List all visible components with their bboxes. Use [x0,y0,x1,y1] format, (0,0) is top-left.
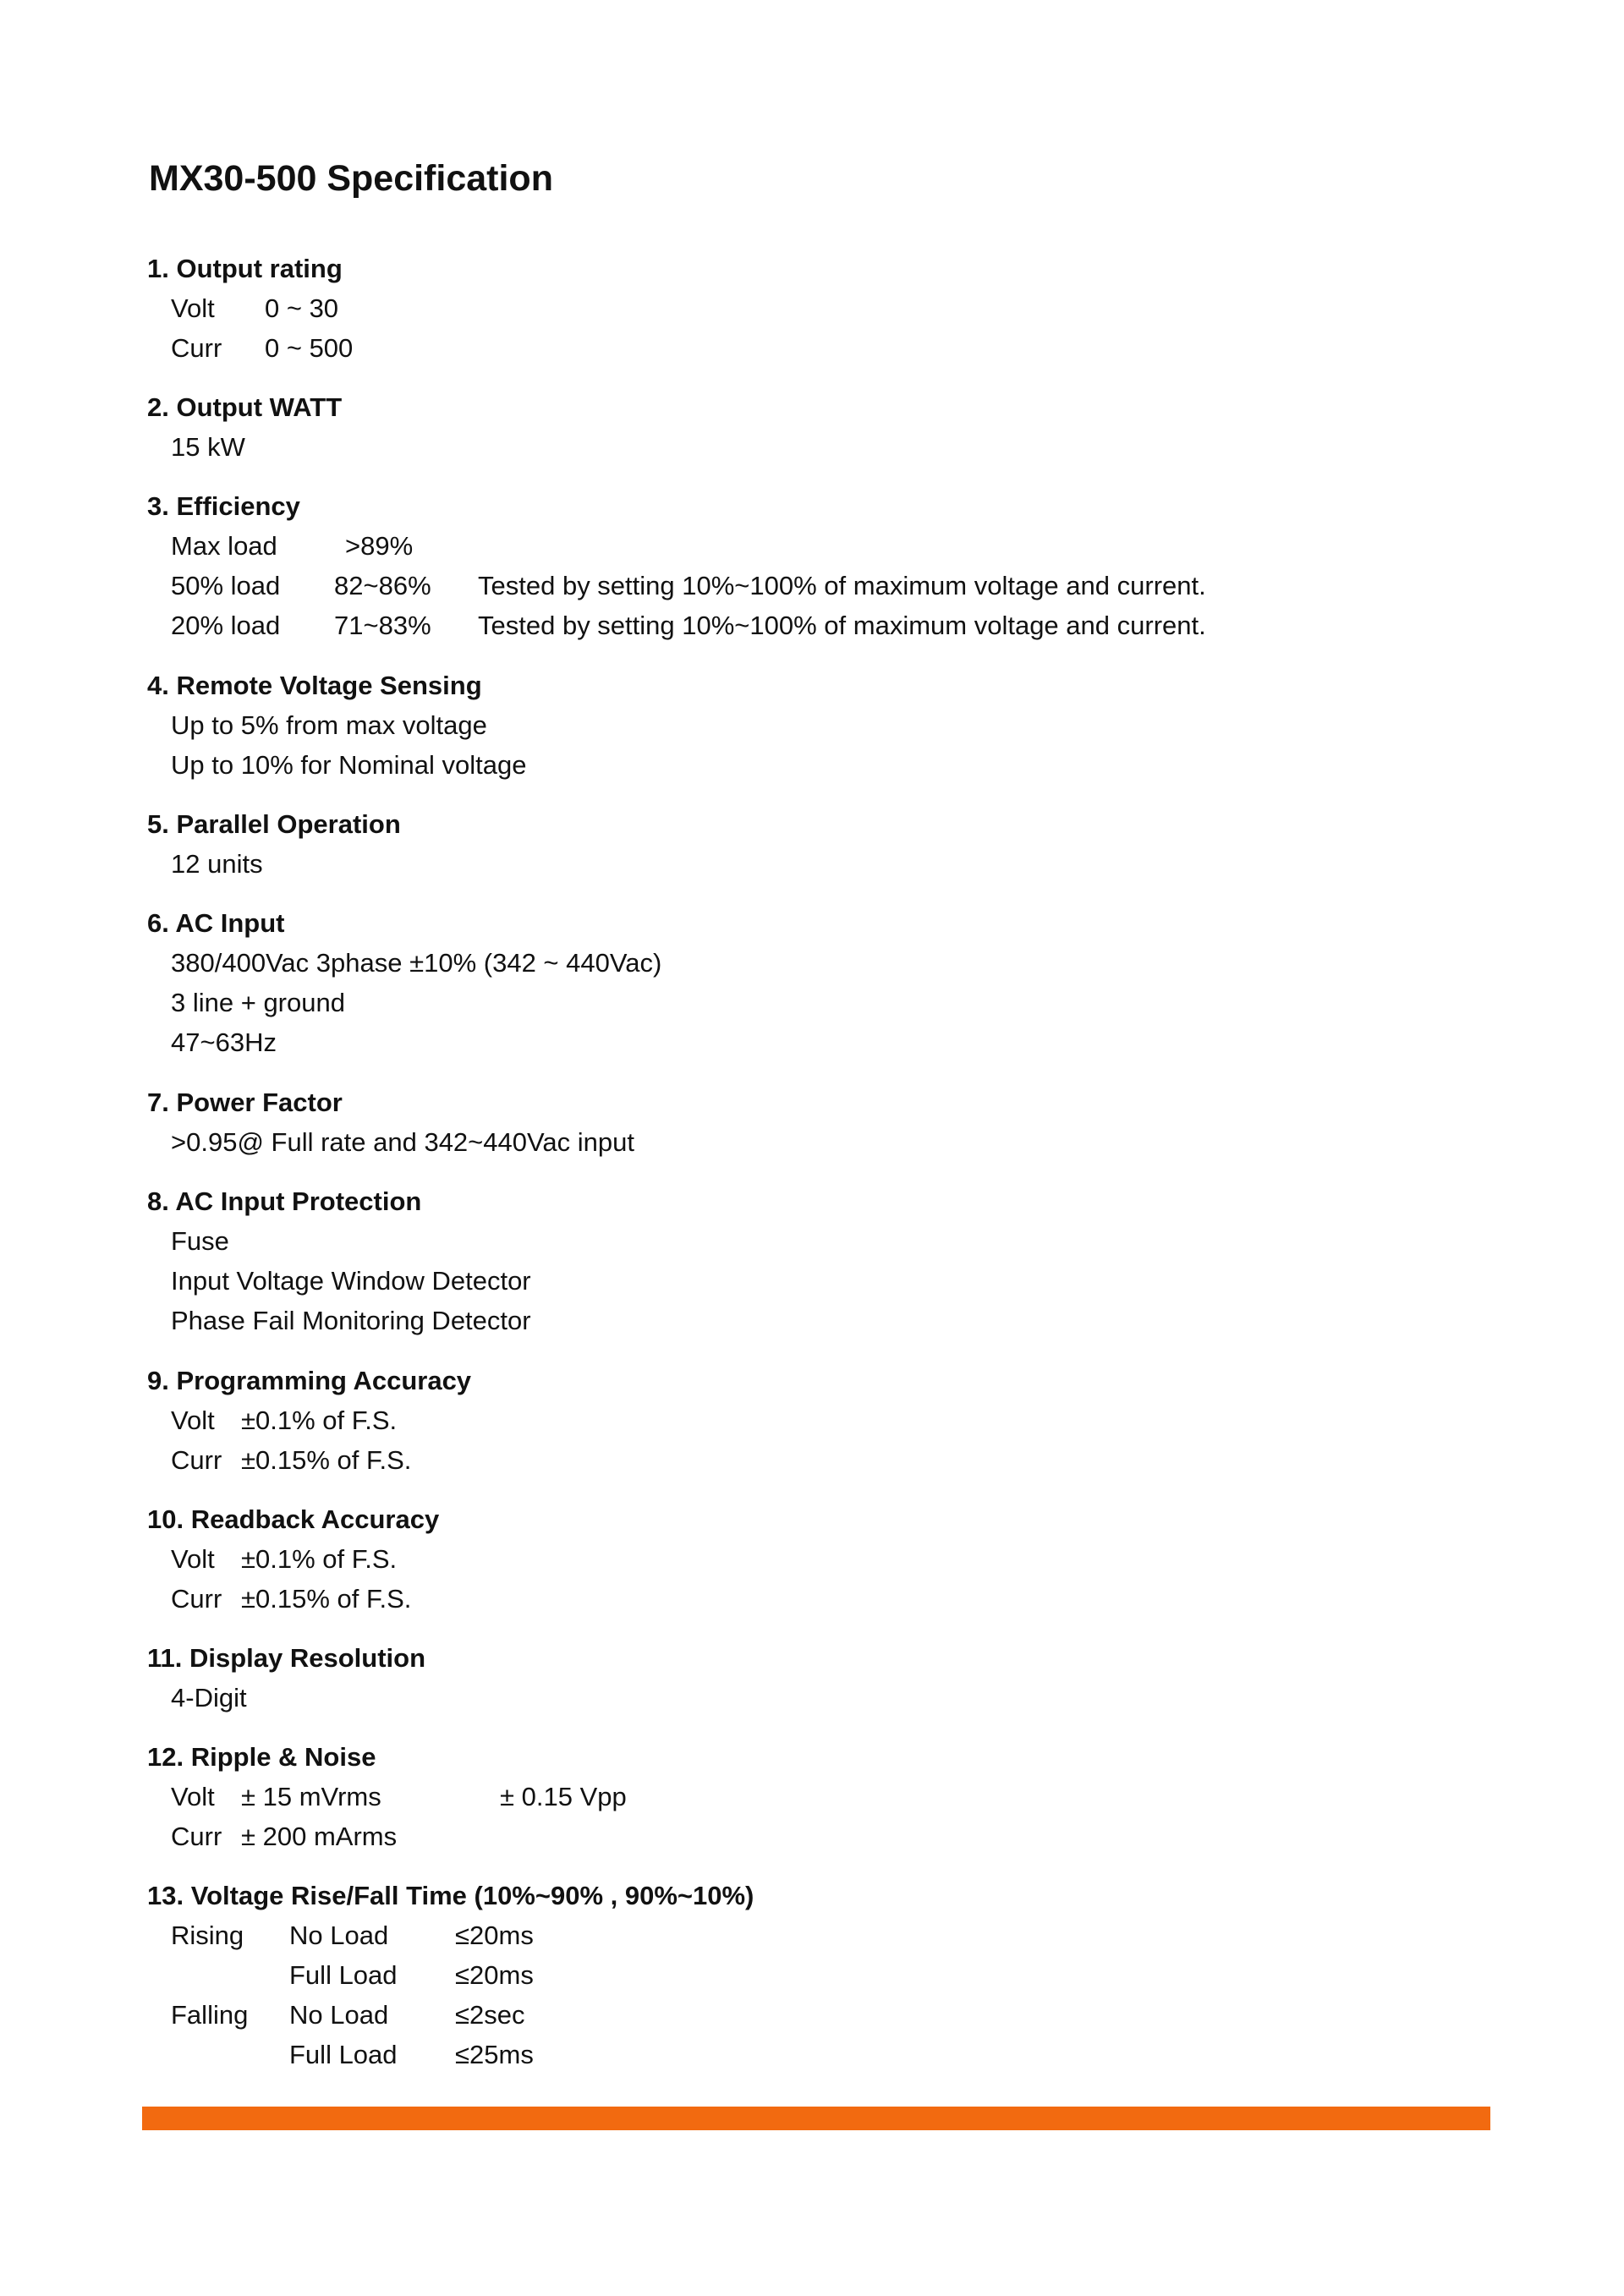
spec-row [147,328,354,368]
spec-row [147,1995,754,2035]
section-heading: 13. Voltage Rise/Fall Time (10%~90% , 90%~10%) [147,1881,754,1910]
spec-value-pp: ± 0.15 Vpp [500,1782,627,1811]
spec-row [147,288,343,328]
spec-line [147,1678,425,1718]
spec-value-rms: ± 200 mArms [241,1822,398,1851]
section-voltage-rise-fall-time [147,1876,754,2074]
section-ac-input [147,903,662,1062]
spec-label: Max load [171,531,277,561]
section-heading: 12. Ripple & Noise [147,1742,376,1772]
spec-value: 0 ~ 500 [265,333,354,363]
section-heading: 7. Power Factor [147,1088,343,1117]
section-output-watt [147,387,342,467]
section-heading: 11. Display Resolution [147,1643,426,1673]
spec-text: 380/400Vac 3phase ±10% (342 ~ 440Vac) [171,948,662,978]
spec-text: Fuse [171,1226,229,1256]
spec-label: Volt [171,1782,215,1811]
spec-value-rms: ± 15 mVrms [241,1782,381,1811]
section-parallel-operation [147,804,401,884]
section-heading: 8. AC Input Protection [147,1186,422,1216]
section-heading: 9. Programming Accuracy [147,1366,472,1395]
spec-line [147,705,487,745]
section-heading: 6. AC Input [147,908,285,938]
spec-text: Input Voltage Window Detector [171,1266,531,1296]
spec-row [147,1777,627,1817]
spec-note: Tested by setting 10%~100% of maximum voltage and current. [478,611,1206,640]
spec-line [147,1301,531,1340]
section-programming-accuracy [147,1361,471,1480]
spec-value: >89% [345,531,414,561]
spec-row [147,606,1206,645]
spec-text: 47~63Hz [171,1027,277,1057]
spec-row [147,566,1206,606]
spec-label: Curr [171,1445,222,1475]
section-heading: 2. Output WATT [147,392,343,422]
spec-text: 15 kW [171,432,245,462]
spec-row [147,2035,754,2074]
spec-text: Up to 5% from max voltage [171,710,487,740]
section-power-factor [147,1082,634,1162]
spec-line [147,1221,421,1261]
spec-load: No Load [289,1921,389,1950]
section-heading: 5. Parallel Operation [147,809,401,839]
spec-line [147,943,662,983]
spec-line [147,844,401,884]
spec-label: Volt [171,1406,215,1435]
spec-value: 82~86% [334,571,431,600]
spec-line [147,1022,284,1062]
spec-value: ±0.1% of F.S. [241,1544,398,1574]
spec-text: Phase Fail Monitoring Detector [171,1306,531,1335]
spec-label: 20% load [171,611,281,640]
spec-value: 0 ~ 30 [265,293,339,323]
spec-mode: Rising [171,1921,244,1950]
spec-load: Full Load [289,2040,398,2069]
section-heading: 10. Readback Accuracy [147,1504,440,1534]
spec-value: ±0.1% of F.S. [241,1406,398,1435]
spec-value: ±0.15% of F.S. [241,1584,412,1614]
section-readback-accuracy [147,1499,439,1619]
section-heading: 4. Remote Voltage Sensing [147,671,482,700]
spec-row [147,1915,754,1955]
section-display-resolution [147,1638,425,1718]
spec-text: >0.95@ Full rate and 342~440Vac input [171,1127,634,1157]
spec-label: Curr [171,1584,222,1614]
section-output-rating [147,249,354,368]
spec-line [147,1122,634,1162]
spec-text: Up to 10% for Nominal voltage [171,750,527,780]
section-ripple-noise [147,1737,627,1856]
footer-accent-bar [142,2107,1490,2130]
spec-time: ≤20ms [455,1921,534,1950]
section-heading: 1. Output rating [147,254,343,283]
section-ac-input-protection [147,1181,531,1340]
spec-line [147,983,345,1022]
spec-value: 71~83% [334,611,431,640]
spec-label: Volt [171,1544,215,1574]
spec-label: Curr [171,1822,222,1851]
spec-value: ±0.15% of F.S. [241,1445,412,1475]
spec-row [147,1955,754,1995]
spec-load: No Load [289,2000,389,2030]
spec-line [147,427,342,467]
spec-mode: Falling [171,2000,249,2030]
spec-label: 50% load [171,571,281,600]
page-title: MX30-500 Specification [149,158,553,199]
spec-row [147,1440,471,1480]
spec-time: ≤20ms [455,1960,534,1990]
spec-row [147,1817,398,1856]
section-efficiency [147,486,1206,645]
section-remote-voltage-sensing [147,666,527,785]
spec-note: Tested by setting 10%~100% of maximum voltage and current. [478,571,1206,600]
spec-time: ≤2sec [455,2000,525,2030]
spec-row [147,526,414,566]
spec-time: ≤25ms [455,2040,534,2069]
spec-row [147,1539,439,1579]
spec-label: Curr [171,333,222,363]
spec-row [147,1579,439,1619]
spec-line [147,1261,531,1301]
spec-line [147,745,527,785]
spec-row [147,1400,471,1440]
section-heading: 3. Efficiency [147,491,300,521]
spec-label: Volt [171,293,215,323]
spec-load: Full Load [289,1960,398,1990]
spec-text: 12 units [171,849,263,879]
spec-text: 4-Digit [171,1683,247,1712]
spec-text: 3 line + ground [171,988,345,1017]
